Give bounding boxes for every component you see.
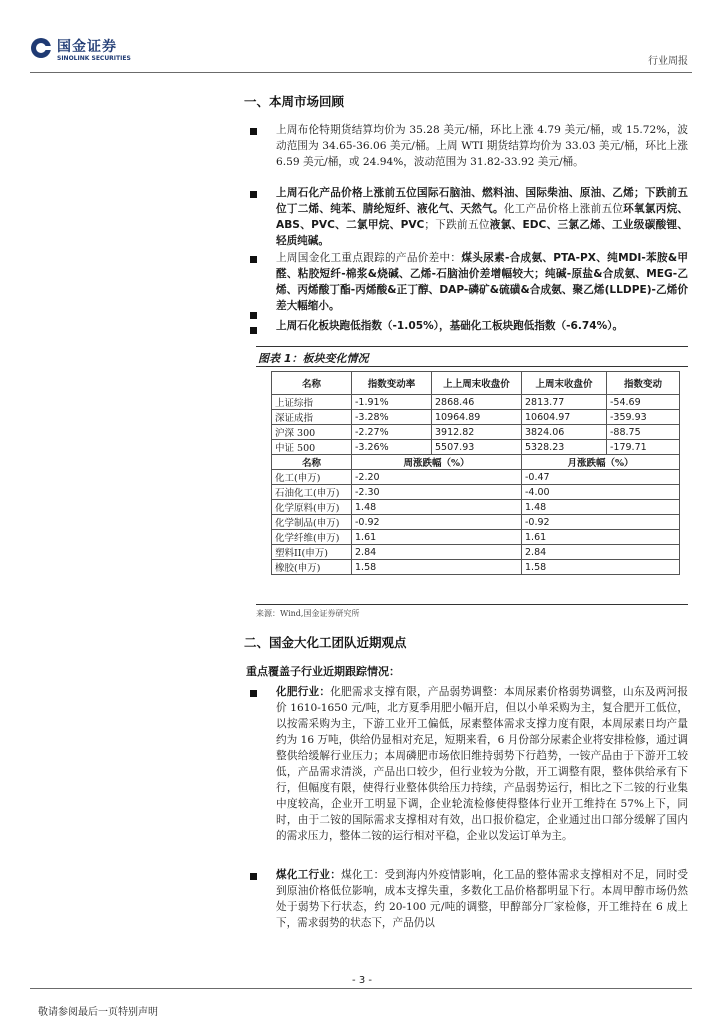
- table-row: 石油化工(申万) -2.30 -4.00: [272, 485, 680, 500]
- report-type: 行业周报: [648, 56, 688, 67]
- company-logo: [30, 34, 140, 70]
- col-header: 月涨跌幅（%）: [522, 455, 680, 470]
- table-row: 中证 500 -3.26% 5507.93 5328.23 -179.71: [272, 440, 680, 455]
- paragraph-coal-chemical: 煤化工行业：煤化工：受到海内外疫情影响，化工品的整体需求支撑相对不足，同时受到原油价格低位影响，成本支撑失重，多数化工品价格都明显下行。本周甲醇市场仍然处于弱势下行状态，约 20-100 元/吨的调整，甲醇部分厂家检修，开工维持在 6 成上下，需求弱势的状态下，产品仍以: [276, 869, 688, 929]
- table-row: 沪深 300 -2.27% 3912.82 3824.06 -88.75: [272, 425, 680, 440]
- section1-title: 一、本周市场回顾: [244, 94, 345, 109]
- col-header: 周涨跌幅（%）: [352, 455, 522, 470]
- table-row: 化学制品(申万) -0.92 -0.92: [272, 515, 680, 530]
- figure-top-rule: [256, 346, 688, 347]
- bullet-1: [250, 128, 257, 135]
- table-row: 深证成指 -3.28% 10964.89 10604.97 -359.93: [272, 410, 680, 425]
- table-row: 上证综指 -1.91% 2868.46 2813.77 -54.69: [272, 395, 680, 410]
- sector-header-row: [272, 455, 680, 470]
- table-row: 化学纤维(申万) 1.61 1.61: [272, 530, 680, 545]
- col-header: 指数变动: [607, 372, 680, 395]
- figure-title-rule: [256, 366, 688, 367]
- index-header-row: [272, 372, 680, 395]
- paragraph-product-prices: 上周石化产品价格上涨前五位国际石脑油、燃料油、国际柴油、原油、乙烯；下跌前五位丁二烯、纯苯、腈纶短纤、液化气、天然气。化工产品价格上涨前五位环氧氯丙烷、ABS、PVC、二氯甲烷、PVC；下跌前五位液氯、EDC、三氯乙烯、工业级碳酸锂、轻质纯碱。: [276, 187, 689, 247]
- footer-disclaimer: 敬请参阅最后一页特别声明: [38, 1007, 158, 1018]
- col-header: 上周末收盘价: [522, 372, 607, 395]
- figure-1-title: 图表 1：板块变化情况: [258, 352, 369, 365]
- logo-mark-icon: [30, 37, 52, 59]
- sector-change-table: [271, 371, 680, 575]
- header-divider: [30, 72, 692, 73]
- table-row: 化学原料(申万) 1.48 1.48: [272, 500, 680, 515]
- figure-bottom-rule: [256, 604, 688, 605]
- page-number: - 3 -: [352, 975, 372, 986]
- section2-title: 二、国金大化工团队近期观点: [244, 635, 407, 650]
- bullet-2: [250, 191, 257, 198]
- table-row: 化工(申万) -2.20 -0.47: [272, 470, 680, 485]
- col-header: 指数变动率: [352, 372, 432, 395]
- table-row: 橡胶(申万) 1.58 1.58: [272, 560, 680, 575]
- footer-divider: [30, 988, 692, 989]
- col-header: 上上周末收盘价: [432, 372, 522, 395]
- figure-source: 来源：Wind,国金证券研究所: [256, 609, 360, 618]
- paragraph-sector-performance: 上周石化板块跑低指数（-1.05%），基础化工板块跑低指数（-6.74%）。: [276, 320, 624, 332]
- company-name-en: SINOLINK SECURITIES: [57, 55, 131, 62]
- petrochem-movers: 上周石化产品价格上涨前五位国际石脑油、燃料油、国际柴油、原油、乙烯；下跌前五位丁二烯、纯苯、腈纶短纤、液化气、天然气。: [276, 187, 688, 215]
- bullet-4a: [250, 312, 257, 319]
- col-header: 名称: [272, 455, 352, 470]
- bullet-coal-chemical: [250, 873, 257, 880]
- bullet-fertilizer: [250, 690, 257, 697]
- table-row: 塑料II(申万) 2.84 2.84: [272, 545, 680, 560]
- bullet-3: [250, 256, 257, 263]
- spread-list: 煤头尿素-合成氨、PTA-PX、纯MDI-苯胺&甲醛、粘胶短纤-棉浆&烧碱、乙烯-石脑油价差增幅较大；纯碱-原盐&合成氨、MEG-乙烯、丙烯酸丁酯-丙烯酸&正丁醇、DAP-磷矿&硫磺&合成氨、聚乙烯(LLDPE)-乙烯价差大幅缩小。: [276, 252, 688, 312]
- fertilizer-label: 化肥行业：: [276, 686, 331, 698]
- paragraph-oil-prices: 上周布伦特期货结算均价为 35.28 美元/桶，环比上涨 4.79 美元/桶，或 15.72%，波动范围为 34.65-36.06 美元/桶。上周 WTI 期货结算均价为 33.03 美元/桶，环比上涨 6.59 美元/桶，或 24.94%，波动范围为 31.82-33.92 美元/桶。: [276, 124, 688, 168]
- paragraph-spreads: 上周国金化工重点跟踪的产品价差中：煤头尿素-合成氨、PTA-PX、纯MDI-苯胺&甲醛、粘胶短纤-棉浆&烧碱、乙烯-石脑油价差增幅较大；纯碱-原盐&合成氨、MEG-乙烯、丙烯酸丁酯-丙烯酸&正丁醇、DAP-磷矿&硫磺&合成氨、聚乙烯(LLDPE)-乙烯价差大幅缩小。: [276, 252, 688, 312]
- company-name-cn: 国金证券: [57, 39, 117, 55]
- coal-chemical-label: 煤化工行业：: [276, 869, 342, 881]
- bullet-4: [250, 327, 257, 334]
- section2-subtitle: 重点覆盖子行业近期跟踪情况：: [246, 665, 400, 678]
- paragraph-fertilizer: 化肥行业：化肥需求支撑有限，产品弱势调整：本周尿素价格弱势调整，山东及两河报价 1610-1650 元/吨，北方夏季用肥小幅开启，但以小单采购为主，复合肥开工低位，以按需采购为主，下游工业开工偏低，尿素整体需求支撑力度有限，本周尿素日均产量约为 16 万吨，供给仍显相对充足，短期来看，6 月份部分尿素企业将安排检修，通过调整供给缓解行业压力；本周磷肥市场依旧维持弱势下行趋势，一铵产品由于下游开工较低，产品需求清淡，产品出口较少，但行业较为分散，开工调整有限，整体供给承有下行，但幅度有限，使得行业整体供给压力持续，产品弱势运行，相比之下二铵的行业集中度较高，企业开工明显下调，企业轮流检修使得整体行业开工维持在 57%上下，同时，由于二铵的国际需求支撑相对有效，出口报价稳定，企业通过出口部分缓解了国内的需求压力，整体二铵的运行相对平稳，企业以发运订单为主。: [276, 686, 689, 842]
- col-header: 名称: [272, 372, 352, 395]
